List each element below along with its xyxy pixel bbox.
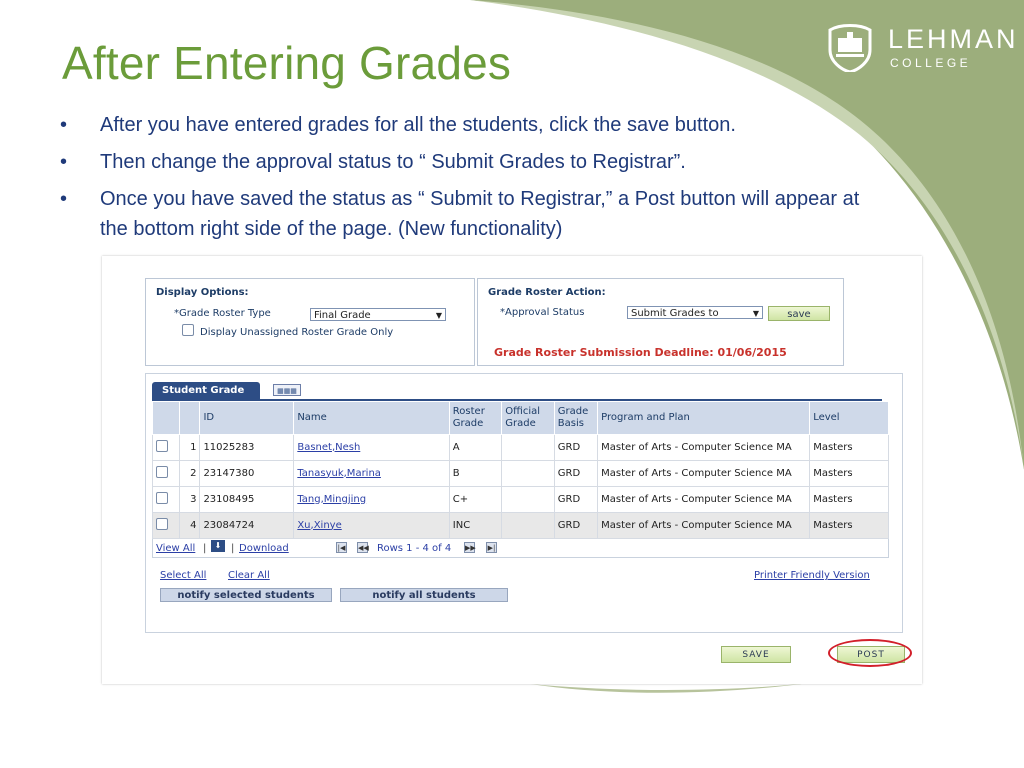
notify-selected-button[interactable]: notify selected students <box>160 588 332 602</box>
footer-separator: | <box>231 543 235 554</box>
row-number: 2 <box>180 461 200 487</box>
grid-footer <box>152 539 889 558</box>
bullet-symbol: • <box>60 188 68 210</box>
approval-status-select[interactable] <box>627 306 763 319</box>
approval-status-label: *Approval Status <box>500 307 585 318</box>
notify-all-button[interactable]: notify all students <box>340 588 508 602</box>
slide-title: After Entering Grades <box>62 37 512 89</box>
approval-save-button[interactable]: save <box>768 306 830 321</box>
logo-wordmark: LEHMAN <box>888 24 1019 54</box>
student-name-cell <box>294 513 449 539</box>
official-grade <box>502 435 554 461</box>
roster-type-select[interactable] <box>310 308 446 321</box>
student-name-cell <box>294 487 449 513</box>
program-plan: Master of Arts - Computer Science MA <box>598 435 810 461</box>
official-grade <box>502 461 554 487</box>
roster-grade: INC <box>449 513 501 539</box>
unassigned-checkbox[interactable] <box>182 324 194 336</box>
column-header-id: ID <box>200 402 294 435</box>
table-row <box>153 435 889 461</box>
grade-basis: GRD <box>554 487 597 513</box>
student-name-link[interactable]: Basnet,Nesh <box>297 441 361 453</box>
grade-basis: GRD <box>554 513 597 539</box>
row-number: 1 <box>180 435 200 461</box>
tab-student-grade[interactable]: Student Grade <box>152 382 260 399</box>
row-select-cell <box>153 435 180 461</box>
view-all-link[interactable]: View All <box>156 543 196 554</box>
footer-separator: | <box>203 543 207 554</box>
select-all-link[interactable]: Select All <box>160 570 207 581</box>
program-plan: Master of Arts - Computer Science MA <box>598 513 810 539</box>
official-grade <box>502 487 554 513</box>
roster-action-heading: Grade Roster Action: <box>488 287 606 298</box>
row-select-cell <box>153 513 180 539</box>
previous-page-icon[interactable]: ◀◀ <box>358 544 369 552</box>
bullet-item <box>60 147 890 177</box>
roster-type-label: *Grade Roster Type <box>174 308 271 319</box>
lehman-logo <box>826 20 1019 74</box>
row-select-cell <box>153 461 180 487</box>
post-button-highlight <box>828 639 912 667</box>
table-row <box>153 513 889 539</box>
row-select-cell <box>153 487 180 513</box>
last-page-icon[interactable]: ▶| <box>487 544 496 552</box>
column-header-grade-basis: Grade Basis <box>554 402 597 435</box>
level: Masters <box>810 513 889 539</box>
bullet-symbol: • <box>60 114 68 136</box>
roster-grade: B <box>449 461 501 487</box>
dropdown-arrow-icon: ▼ <box>752 309 759 318</box>
download-icon[interactable]: ⬇ <box>211 540 225 552</box>
row-checkbox[interactable] <box>156 492 168 504</box>
row-number: 3 <box>180 487 200 513</box>
program-plan: Master of Arts - Computer Science MA <box>598 461 810 487</box>
student-name-cell <box>294 435 449 461</box>
column-header-level: Level <box>810 402 889 435</box>
row-checkbox[interactable] <box>156 518 168 530</box>
student-id: 23084724 <box>200 513 294 539</box>
column-header-program-plan: Program and Plan <box>598 402 810 435</box>
post-button[interactable]: POST <box>837 646 905 663</box>
grade-basis: GRD <box>554 435 597 461</box>
bullet-item <box>60 110 890 140</box>
student-id: 23108495 <box>200 487 294 513</box>
bullet-text: Once you have saved the status as “ Submit to Registrar,” a Post button will appear at the bottom right side of the page. (New functionality) <box>100 188 860 240</box>
download-link[interactable]: Download <box>239 543 289 554</box>
column-header-official-grade: Official Grade <box>502 402 554 435</box>
bullet-text: Then change the approval status to “ Submit Grades to Registrar”. <box>100 151 686 173</box>
level: Masters <box>810 461 889 487</box>
bullet-item <box>60 184 890 244</box>
table-row <box>153 487 889 513</box>
student-name-cell <box>294 461 449 487</box>
rows-count: Rows 1 - 4 of 4 <box>377 543 452 554</box>
student-name-link[interactable]: Xu,Xinye <box>297 519 342 531</box>
grade-basis: GRD <box>554 461 597 487</box>
unassigned-label: Display Unassigned Roster Grade Only <box>200 327 394 338</box>
column-header-name: Name <box>294 402 449 435</box>
column-header-roster-grade: Roster Grade <box>449 402 501 435</box>
grid-expand-icon[interactable]: ▦▦▦ <box>273 384 301 396</box>
row-checkbox[interactable] <box>156 466 168 478</box>
level: Masters <box>810 487 889 513</box>
roster-grade: A <box>449 435 501 461</box>
table-row <box>153 461 889 487</box>
student-id: 23147380 <box>200 461 294 487</box>
student-grade-grid <box>145 373 903 633</box>
column-header-number <box>180 402 200 435</box>
roster-grade: C+ <box>449 487 501 513</box>
bullet-text: After you have entered grades for all the students, click the save button. <box>100 114 736 136</box>
bullet-list <box>60 110 890 251</box>
student-id: 11025283 <box>200 435 294 461</box>
bullet-symbol: • <box>60 151 68 173</box>
level: Masters <box>810 435 889 461</box>
official-grade <box>502 513 554 539</box>
program-plan: Master of Arts - Computer Science MA <box>598 487 810 513</box>
clear-all-link[interactable]: Clear All <box>228 570 270 581</box>
table-header-row <box>153 402 889 435</box>
row-checkbox[interactable] <box>156 440 168 452</box>
submission-deadline: Grade Roster Submission Deadline: 01/06/2015 <box>494 346 787 359</box>
approval-status-value: Submit Grades to <box>631 308 719 319</box>
student-name-link[interactable]: Tang,Mingjing <box>297 493 367 505</box>
dropdown-arrow-icon: ▼ <box>435 311 442 320</box>
row-number: 4 <box>180 513 200 539</box>
roster-type-value: Final Grade <box>314 310 371 321</box>
printer-friendly-link[interactable]: Printer Friendly Version <box>754 570 870 581</box>
column-header-select <box>153 402 180 435</box>
grade-roster-screenshot <box>102 256 922 684</box>
first-page-icon[interactable]: |◀ <box>337 544 346 552</box>
student-grade-table <box>152 401 889 539</box>
display-options-heading: Display Options: <box>156 287 249 298</box>
college-seal-icon <box>826 20 874 72</box>
display-options-panel <box>145 278 475 366</box>
next-page-icon[interactable]: ▶▶ <box>465 544 476 552</box>
grade-roster-page <box>114 256 920 684</box>
student-name-link[interactable]: Tanasyuk,Marina <box>297 467 381 479</box>
logo-subtitle: COLLEGE <box>890 56 972 70</box>
page-save-button[interactable]: SAVE <box>721 646 791 663</box>
